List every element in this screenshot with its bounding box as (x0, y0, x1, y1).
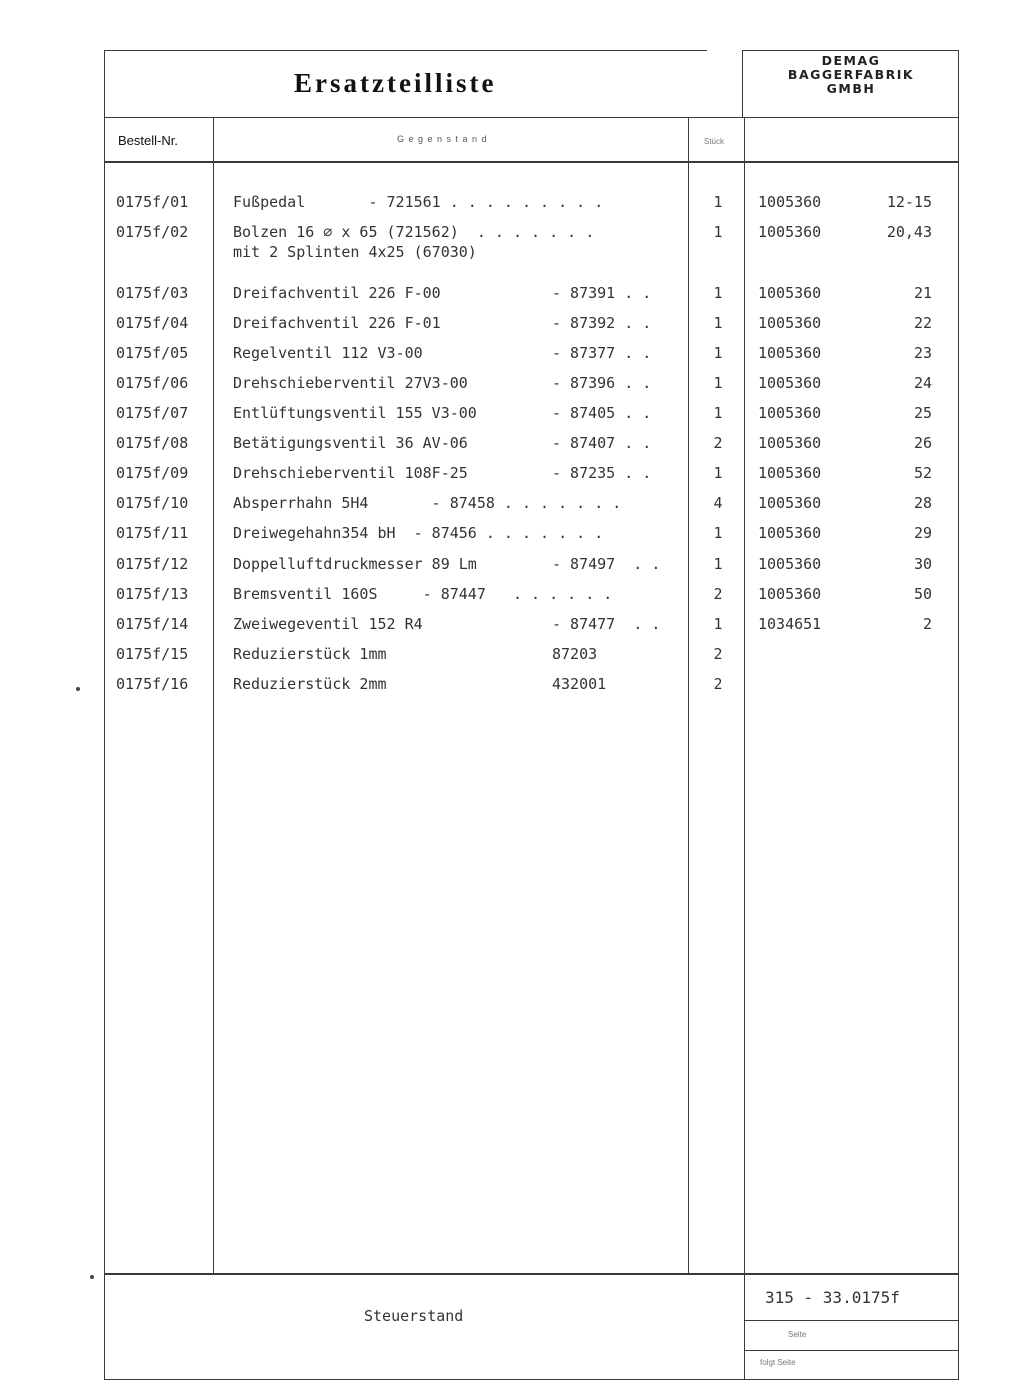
description-cell: Bolzen 16 ∅ x 65 (721562) . . . . . . . (233, 223, 595, 241)
reference-number-cell: 1005360 (758, 344, 822, 362)
column-header-bottom-line (104, 161, 959, 163)
group-name: Steuerstand (364, 1307, 464, 1325)
order-number-cell: 0175f/11 (116, 524, 189, 542)
description-cell: Drehschieberventil 27V3-00 (233, 374, 468, 392)
position-cell: 21 (913, 284, 932, 302)
position-cell: 24 (913, 374, 932, 392)
order-number-cell: 0175f/16 (116, 675, 189, 693)
position-cell: 25 (913, 404, 932, 422)
reference-number-cell: 1005360 (758, 434, 822, 452)
description-cell: Betätigungsventil 36 AV-06 (233, 434, 468, 452)
table-row (0, 284, 1016, 308)
order-number-cell: 0175f/14 (116, 615, 189, 633)
table-row (0, 464, 1016, 488)
description-cell: Bremsventil 160S - 87447 . . . . . . (233, 585, 613, 603)
table-row (0, 314, 1016, 338)
table-row (0, 585, 1016, 609)
part-number-cell: - 87407 . . (552, 434, 652, 452)
description-continuation: mit 2 Splinten 4x25 (67030) (233, 243, 477, 261)
quantity-cell: 2 (713, 645, 723, 663)
description-cell: Zweiwegeventil 152 R4 (233, 615, 423, 633)
position-cell: 28 (913, 494, 932, 512)
description-cell: Dreifachventil 226 F-01 (233, 314, 441, 332)
description-cell: Fußpedal - 721561 . . . . . . . . . (233, 193, 604, 211)
part-number-cell: - 87377 . . (552, 344, 652, 362)
reference-number-cell: 1005360 (758, 314, 822, 332)
page-label: Seite (788, 1330, 807, 1339)
position-cell: 20,43 (886, 223, 932, 241)
position-cell: 29 (913, 524, 932, 542)
column-header-item: G e g e n s t a n d (397, 134, 488, 144)
part-number-cell: - 87235 . . (552, 464, 652, 482)
table-row (0, 434, 1016, 458)
order-number-cell: 0175f/12 (116, 555, 189, 573)
quantity-cell: 2 (713, 675, 723, 693)
reference-number-cell: 1005360 (758, 374, 822, 392)
reference-number-cell: 1034651 (758, 615, 822, 633)
quantity-cell: 2 (713, 434, 723, 452)
part-number-cell: - 87405 . . (552, 404, 652, 422)
description-cell: Doppelluftdruckmesser 89 Lm (233, 555, 477, 573)
order-number-cell: 0175f/13 (116, 585, 189, 603)
order-number-cell: 0175f/01 (116, 193, 189, 211)
position-cell: 30 (913, 555, 932, 573)
position-cell: 50 (913, 585, 932, 603)
footer-page-line (745, 1350, 958, 1351)
description-cell: Drehschieberventil 108F-25 (233, 464, 468, 482)
column-header-order-no: Bestell-Nr. (118, 133, 178, 148)
reference-number-cell: 1005360 (758, 193, 822, 211)
order-number-cell: 0175f/05 (116, 344, 189, 362)
position-cell: 26 (913, 434, 932, 452)
position-cell: 2 (922, 615, 932, 633)
table-row (0, 344, 1016, 368)
quantity-cell: 1 (713, 524, 723, 542)
part-number-cell: - 87477 . . (552, 615, 661, 633)
table-row (0, 675, 1016, 699)
description-cell: Regelventil 112 V3-00 (233, 344, 423, 362)
frame-bottom-line (104, 1379, 959, 1380)
quantity-cell: 1 (713, 193, 723, 211)
quantity-cell: 1 (713, 404, 723, 422)
table-row (0, 223, 1016, 247)
order-number-cell: 0175f/15 (116, 645, 189, 663)
company-name-line-2: BAGGERFABRIK (787, 67, 915, 82)
reference-number-cell: 1005360 (758, 223, 822, 241)
table-row (0, 524, 1016, 548)
order-number-cell: 0175f/08 (116, 434, 189, 452)
company-logo (748, 54, 954, 96)
reference-number-cell: 1005360 (758, 404, 822, 422)
frame-right-line (958, 50, 959, 1380)
order-number-cell: 0175f/04 (116, 314, 189, 332)
quantity-cell: 1 (713, 314, 723, 332)
company-name-line-3: GMBH (826, 81, 876, 96)
footer-top-line (104, 1273, 959, 1275)
part-number-cell: 87203 (552, 645, 598, 663)
table-row (0, 494, 1016, 518)
order-number-cell: 0175f/03 (116, 284, 189, 302)
next-page-label: folgt Seite (760, 1358, 796, 1367)
description-cell: Reduzierstück 2mm (233, 675, 387, 693)
position-cell: 12-15 (886, 193, 932, 211)
quantity-cell: 1 (713, 464, 723, 482)
company-name-line-1: DEMAG (821, 53, 881, 68)
frame-top-line (104, 50, 707, 51)
order-number-cell: 0175f/06 (116, 374, 189, 392)
footer-docno-line (745, 1320, 958, 1321)
frame-left-line (104, 50, 105, 1380)
reference-number-cell: 1005360 (758, 284, 822, 302)
table-row (0, 645, 1016, 669)
quantity-cell: 1 (713, 555, 723, 573)
part-number-cell: - 87497 . . (552, 555, 661, 573)
column-header-qty: Stück (704, 137, 725, 146)
quantity-cell: 1 (713, 374, 723, 392)
position-cell: 23 (913, 344, 932, 362)
description-cell: Absperrhahn 5H4 - 87458 . . . . . . . (233, 494, 622, 512)
reference-number-cell: 1005360 (758, 524, 822, 542)
part-number-cell: - 87391 . . (552, 284, 652, 302)
part-number-cell: - 87396 . . (552, 374, 652, 392)
table-row (0, 404, 1016, 428)
part-number-cell: 432001 (552, 675, 607, 693)
position-cell: 52 (913, 464, 932, 482)
punch-mark (90, 1275, 94, 1279)
document-number: 315 - 33.0175f (765, 1288, 900, 1307)
description-cell: Entlüftungsventil 155 V3-00 (233, 404, 477, 422)
quantity-cell: 1 (713, 615, 723, 633)
page-title: Ersatzteilliste (294, 68, 497, 98)
frame-top-line-right (742, 50, 959, 51)
reference-number-cell: 1005360 (758, 464, 822, 482)
quantity-cell: 4 (713, 494, 723, 512)
reference-number-cell: 1005360 (758, 555, 822, 573)
order-number-cell: 0175f/10 (116, 494, 189, 512)
quantity-cell: 1 (713, 223, 723, 241)
order-number-cell: 0175f/07 (116, 404, 189, 422)
order-number-cell: 0175f/09 (116, 464, 189, 482)
quantity-cell: 2 (713, 585, 723, 603)
table-row (0, 615, 1016, 639)
company-box-left-line (742, 50, 743, 118)
quantity-cell: 1 (713, 284, 723, 302)
punch-mark (76, 687, 80, 691)
order-number-cell: 0175f/02 (116, 223, 189, 241)
reference-number-cell: 1005360 (758, 585, 822, 603)
position-cell: 22 (913, 314, 932, 332)
footer-vertical-line (744, 1274, 745, 1379)
table-row (0, 555, 1016, 579)
quantity-cell: 1 (713, 344, 723, 362)
table-row (0, 374, 1016, 398)
description-cell: Dreiwegehahn354 bH - 87456 . . . . . . . (233, 524, 604, 542)
description-cell: Reduzierstück 1mm (233, 645, 387, 663)
reference-number-cell: 1005360 (758, 494, 822, 512)
table-row (0, 193, 1016, 217)
part-number-cell: - 87392 . . (552, 314, 652, 332)
description-cell: Dreifachventil 226 F-00 (233, 284, 441, 302)
header-divider-line (104, 117, 959, 118)
